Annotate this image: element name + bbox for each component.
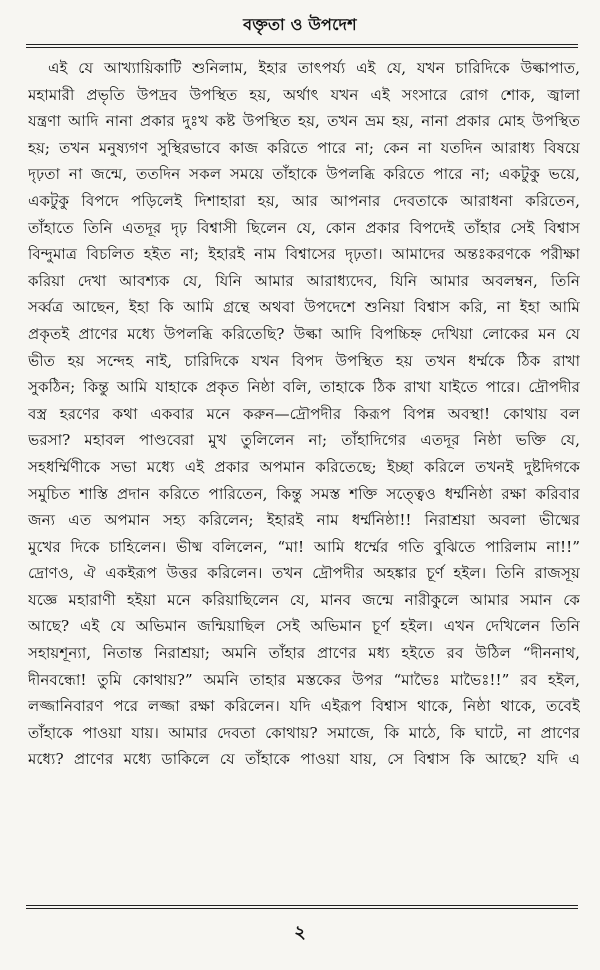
running-head: বক্তৃতা ও উপদেশ <box>243 15 357 34</box>
footer-rule <box>26 905 578 909</box>
text-line: আছে? এই যে অভিমান জন্মিয়াছিল সেই অভিমান চূর্ণ হইল। এখন দেখিলেন তিনি <box>28 617 580 636</box>
text-line: যজ্ঞে মহারাণী হইয়া মনে করিয়াছিলেন যে, মানব জন্মে নারীকুলে আমার সমান কে <box>28 590 580 609</box>
text-line: তাঁহাকে পাওয়া যায়। আমার দেবতা কোথায়? সমাজে, কি মাঠে, কি ঘাটে, না প্রাণের <box>28 723 580 742</box>
text-line: সহধর্ম্মিণীকে সভা মধ্যে এই প্রকার অপমান করিতেছে; ইচ্ছা করিলে তখনই দুষ্টদিগকে <box>28 457 580 476</box>
text-line: প্রকৃতই প্রাণের মধ্যে উপলব্ধি করিতেছি? উল্কা আদি বিপচ্চিহ্ন দেখিয়া লোকের মন যে <box>28 324 580 343</box>
header-rule <box>26 44 578 48</box>
text-line: বস্ত্র হরণের কথা একবার মনে করুন—দ্রৌপদীর কিরূপ বিপন্ন অবস্থা! কোথায় বল <box>28 404 580 423</box>
text-line: একটুকু বিপদে পড়িলেই দিশাহারা হয়, আর আপনার দেবতাকে আরাধনা করিতেন, <box>28 191 580 210</box>
page-number: ২ <box>294 922 306 943</box>
text-line: তাঁহাতে তিনি এতদূর দৃঢ় বিশ্বাসী ছিলেন যে, কোন প্রকার বিপদেই তাঁহার সেই বিশ্বাস <box>28 218 580 237</box>
text-line: ভীত হয় সন্দেহ নাই, চারিদিকে যখন বিপদ উপস্থিত হয় তখন ধর্ম্মকে ঠিক রাখা <box>28 351 580 370</box>
text-line: বিন্দুমাত্র বিচলিত হইত না; ইহারই নাম বিশ্বাসের দৃঢ়তা। আমাদের অন্তঃকরণকে পরীক্ষা <box>28 245 580 264</box>
text-line: সর্ব্বত্র আছেন, ইহা কি আমি গ্রন্থে অথবা উপদেশে শুনিয়া বিশ্বাস করি, না ইহা আমি <box>28 298 580 317</box>
text-line: মুখের দিকে চাহিলেন। ভীষ্ম বলিলেন, “মা! আমি ধর্ম্মের গতি বুঝিতে পারিলাম না!!” <box>28 537 580 556</box>
text-line: দীনবন্ধো! তুমি কোথায়?” অমনি তাহার মস্তকের উপর “মাভৈঃ মাভৈঃ!!” রব হইল, <box>28 670 580 689</box>
text-line: হয়; তখন মনুষ্যগণ সুস্থিরভাবে কাজ করিতে পারে না; কেন না যতদিন আরাধ্য বিষয়ে <box>28 138 580 157</box>
text-line: সমুচিত শাস্তি প্রদান করিতে পারিতেন, কিন্তু সমস্ত শক্তি সত্ত্বেও ধর্ম্মনিষ্ঠা রক্ষা করিবার <box>28 484 580 503</box>
text-line: সুকঠিন; কিন্তু আমি যাহাকে প্রকৃত নিষ্ঠা বলি, তাহাকে ঠিক রাখা যাইতে পারে। দ্রৌপদীর <box>28 378 580 397</box>
text-line: ভরসা? মহাবল পাণ্ডবেরা মুখ তুলিলেন না; তাঁহাদিগের এতদূর নিষ্ঠা ভক্তি যে, <box>28 431 580 450</box>
text-line: দৃঢ়তা না জন্মে, ততদিন সকল সময়ে তাঁহাকে উপলব্ধি করিতে পারে না; একটুকু ভয়ে, <box>28 165 580 184</box>
text-line: করিয়া দেখা আবশ্যক যে, যিনি আমার আরাধ্যদেব, যিনি আমার অবলম্বন, তিনি <box>28 271 580 290</box>
body-text <box>28 55 580 773</box>
text-line: জন্য এত অপমান সহ্য করিলেন; ইহারই নাম ধর্ম্মনিষ্ঠা!! নিরাশ্রয়া অবলা ভীষ্মের <box>28 511 580 530</box>
text-line: মহামারী প্রভৃতি উপদ্রব উপস্থিত হয়, অর্থাৎ যখন এই সংসারে রোগ শোক, জ্বালা <box>28 85 580 104</box>
text-line: মধ্যে? প্রাণের মধ্যে ডাকিলে যে তাঁহাকে পাওয়া যায়, সে বিশ্বাস কি আছে? যদি এ <box>28 750 580 769</box>
text-line: সহায়শূন্যা, নিতান্ত নিরাশ্রয়া; অমনি তাঁহার প্রাণের মধ্য হইতে রব উঠিল “দীননাথ, <box>28 644 580 663</box>
text-line: এই যে আখ্যায়িকাটি শুনিলাম, ইহার তাৎপর্য্য এই যে, যখন চারিদিকে উল্কাপাত, <box>48 59 580 77</box>
text-line: দ্রোণও, ঐ একইরূপ উত্তর করিলেন। তখন দ্রৌপদীর অহঙ্কার চূর্ণ হইল। তিনি রাজসূয় <box>28 564 580 583</box>
text-line: লজ্জানিবারণ পরে লজ্জা রক্ষা করিলেন। যদি এইরূপ বিশ্বাস থাকে, নিষ্ঠা থাকে, তবেই <box>28 697 580 716</box>
text-line: যন্ত্রণা আদি নানা প্রকার দুঃখ কষ্ট উপস্থিত হয়, তখন ভ্রম হয়, নানা প্রকার মোহ উপস্থিত <box>28 112 580 131</box>
